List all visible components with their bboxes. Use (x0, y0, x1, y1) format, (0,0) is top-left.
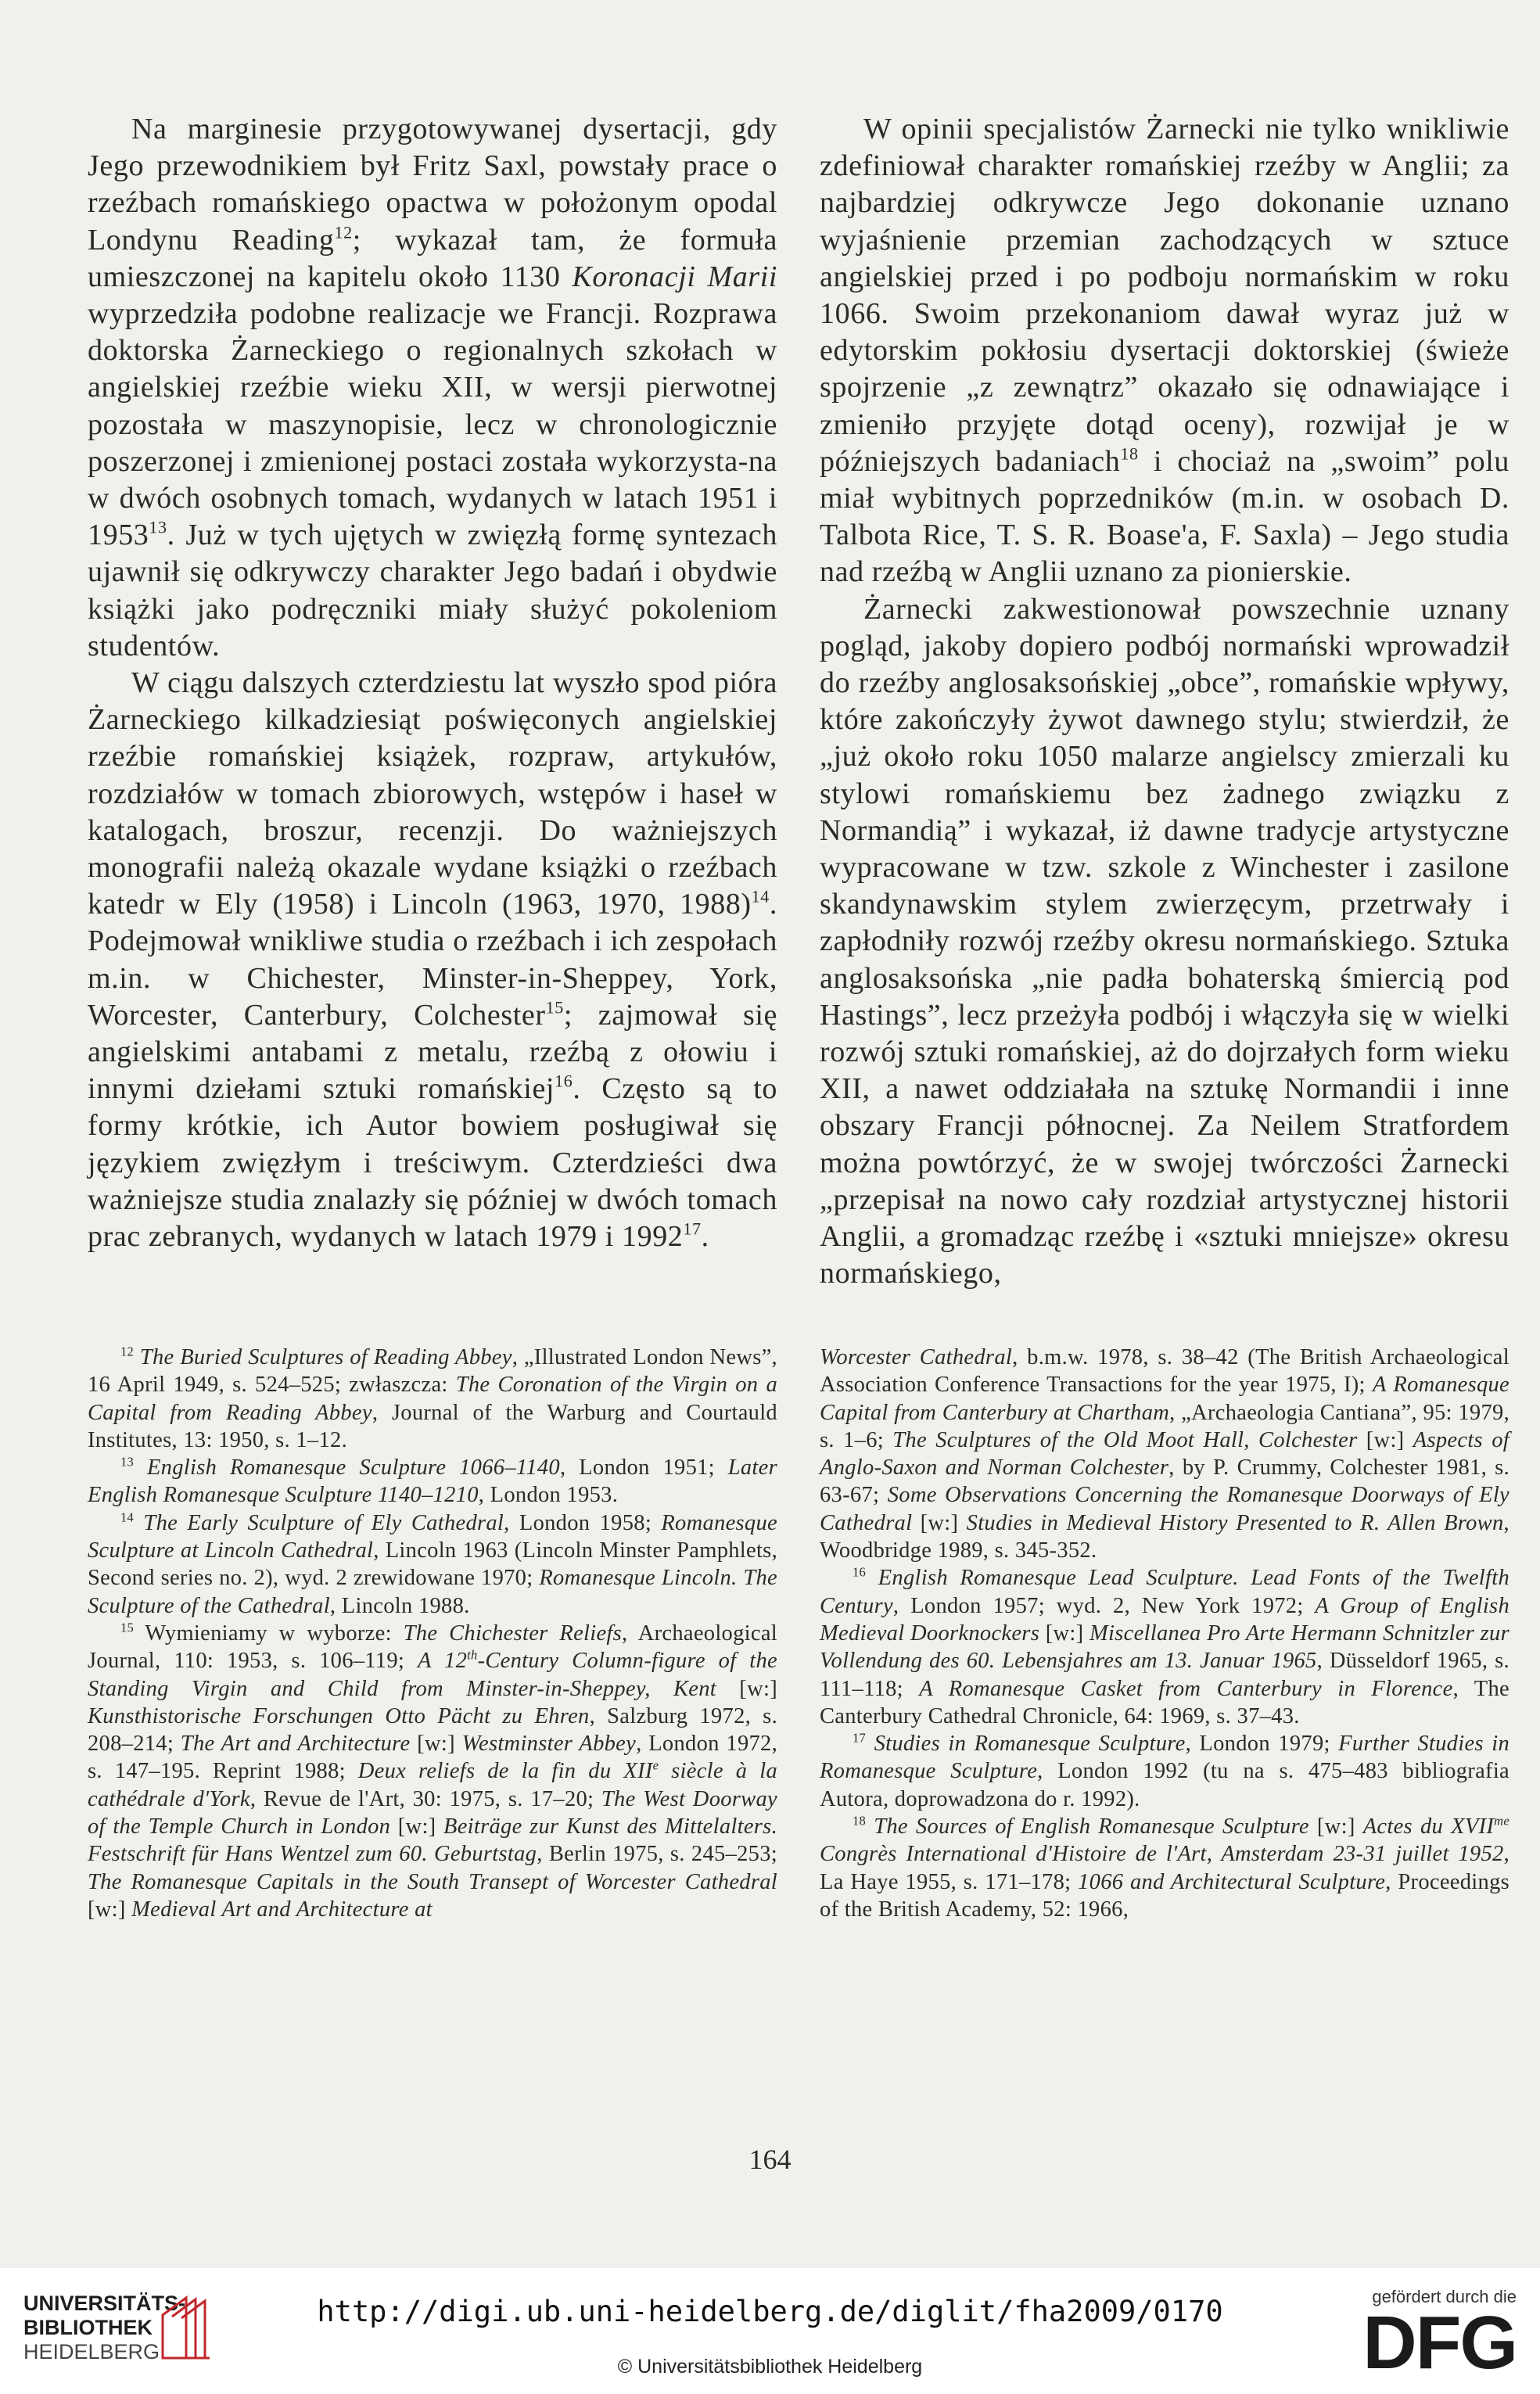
funding-label: gefördert durch die (1372, 2287, 1517, 2306)
footnotes-column-right (820, 1344, 1509, 1923)
footnote-12: $^{12}$ The Buried Sculptures of Reading Abbey, „Illustrated London News”, 16 April 1949, s. 524–525; zwłaszcza: The Coronation of the Virgin on a Capital from Reading Abbey, Journal of the Warburg and Courtauld Institutes, 13: 1950, s. 1–12. (88, 1344, 777, 1452)
dfg-funding-logo[interactable] (1344, 2287, 1517, 2385)
body-column-right (820, 111, 1509, 1293)
footnote-15-continued: Worcester Cathedral, b.m.w. 1978, s. 38–42 (The British Archaeological Association Conference Transactions for the year 1975, I); A Romanesque Capital from Canterbury at Chartham, „Archaeologia Cantiana”, 95: 1979, s. 1–6; The Sculptures of the Old Moot Hall, Colchester [w:] Aspects of Anglo-Saxon and Norman Colchester, by P. Crummy, Colchester 1981, s. 63-67; Some Observations Concerning the Romanesque Doorways of Ely Cathedral [w:] Studies in Medieval History Presented to R. Allen Brown, Woodbridge 1989, s. 345-352. (820, 1345, 1510, 1563)
library-name-line3: HEIDELBERG (23, 2340, 160, 2363)
footnote-18: $^{18}$ The Sources of English Romanesque Sculpture [w:] Actes du $XVII^{me}$ Congrès International d'Histoire de l'Art, Amsterdam 23-31 juillet 1952, La Haye 1955, s. 171–178; 1066 and Architectural Sculpture, Proceedings of the British Academy, 52: 1966, (820, 1813, 1510, 1922)
dfg-logo: DFG (1362, 2301, 1517, 2385)
footnote-17: $^{17}$ Studies in Romanesque Sculpture, London 1979; Further Studies in Romanesque Sculpture, London 1992 (tu na s. 475–483 bibliografia Autora, doprowadzona do r. 1992). (820, 1730, 1509, 1811)
permalink-url[interactable]: http://digi.ub.uni-heidelberg.de/diglit/fha2009/0170 (317, 2295, 1223, 2328)
copyright-notice: © Universitätsbibliothek Heidelberg (617, 2356, 923, 2378)
body-paragraph: W opinii specjalistów Żarnecki nie tylko wnikliwie zdefiniował charakter romańskiej rzeźby w Anglii; za najbardziej odkrywcze Jego dokonanie uznano wyjaśnienie przemian zachodzących w sztuce angielskiej przed i po podboju normańskim w roku 1066. Swoim przekonaniom dawał wyraz już w edytorskim pokłosiu dysertacji doktorskiej (świeże spojrzenie „z zewnątrz” okazało się odnawiające i zmieniło przyjęte dotąd oceny), rozwijał je w późniejszych badaniach$^{18}$ i chociaż na „swoim” polu miał wybitnych poprzedników (m.in. w osobach D. Talbota Rice, T. S. R. Boase'a, F. Saxla) – Jego studia nad rzeźbą w Anglii uznano za pionierskie. (820, 113, 1509, 589)
body-column-left (88, 111, 777, 1255)
footnote-15: $^{15}$ Wymieniamy w wyborze: The Chichester Reliefs, Archaeological Journal, 110: 1953, s. 106–119; A 12th-Century Column-figure of the Standing Virgin and Child from Minster-in-Sheppey, Kent [w:] Kunsthistorische Forschungen Otto Pächt zu Ehren, Salzburg 1972, s. 208–214; The Art and Architecture [w:] Westminster Abbey, London 1972, s. 147–195. Reprint 1988; Deux reliefs de la fin du XIIe siècle à la cathédrale d'York, Revue de l'Art, 30: 1975, s. 17–20; The West Doorway of the Temple Church in London [w:] Beiträge zur Kunst des Mittelalters. Festschrift für Hans Wentzel zum 60. Geburtstag, Berlin 1975, s. 245–253; The Romanesque Capitals in the South Transept of Worcester Cathedral [w:] Medieval Art and Architecture at (88, 1620, 778, 1922)
library-name-line1: UNIVERSITÄTS- (23, 2292, 186, 2315)
body-paragraph: Żarnecki zakwestionował powszechnie uznany pogląd, jakoby dopiero podbój normański wprowadził do rzeźby anglosaksońskiej „obce”, romańskie wpływy, które zakończyły żywot dawnego stylu; stwierdził, że „już około roku 1050 malarze angielscy zmierzali ku stylowi romańskiemu bez żadnego związku z Normandią” i wykazał, iż dawne tradycje artystyczne wypracowane w tzw. szkole z Winchester i zasilone skandynawskim stylem zwierzęcym, przetrwały i zapłodniły rozwój rzeźby okresu normańskiego. Sztuka anglosaksońska „nie padła bohaterską śmiercią pod Hastings”, lecz przeżyła podbój i włączyła się w wielki rozwój sztuki romańskiej, aż do dojrzałych form wieku XII, a nawet oddziałała na sztukę Normandii i inne obszary Francji północnej. Za Neilem Stratfordem można powtórzyć, że w swojej twórczości Żarnecki „przepisał na nowo cały rozdział artystycznej historii Anglii, a gromadząc rzeźbę i «sztuki mniejsze» okresu normańskiego, (820, 592, 1509, 1290)
library-name-line2: BIBLIOTHEK (23, 2316, 153, 2339)
footnote-16: $^{16}$ English Romanesque Lead Sculpture. Lead Fonts of the Twelfth Century, London 1957; wyd. 2, New York 1972; A Group of English Medieval Doorknockers [w:] Miscellanea Pro Arte Hermann Schnitzler zur Vollendung des 60. Lebensjahres am 13. Januar 1965, Düsseldorf 1965, s. 111–118; A Romanesque Casket from Canterbury in Florence, The Canterbury Cathedral Chronicle, 64: 1969, s. 37–43. (820, 1564, 1509, 1728)
footnotes-column-left (88, 1344, 777, 1923)
page-number: 164 (748, 2144, 792, 2175)
footnote-14: $^{14}$ The Early Sculpture of Ely Cathedral, London 1958; Romanesque Sculpture at Lincoln Cathedral, Lincoln 1963 (Lincoln Minster Pamphlets, Second series no. 2), wyd. 2 zrewidowane 1970; Romanesque Lincoln. The Sculpture of the Cathedral, Lincoln 1988. (88, 1509, 777, 1618)
body-paragraph: W ciągu dalszych czterdziestu lat wyszło spod pióra Żarneckiego kilkadziesiąt poświęconych angielskiej rzeźbie romańskiej książek, rozpraw, artykułów, rozdziałów w tomach zbiorowych, wstępów i haseł w katalogach, broszur, recenzji. Do ważniejszych monografii należą okazale wydane książki o rzeźbach katedr w Ely (1958) i Lincoln (1963, 1970, 1988)$^{14}$. Podejmował wnikliwe studia o rzeźbach i ich zespołach m.in. w Chichester, Minster-in-Sheppey, York, Worcester, Canterbury, Colchester$^{15}$; zajmował się angielskimi antabami z metalu, rzeźbą z ołowiu i innymi dziełami sztuki romańskiej$^{16}$. Często są to formy krótkie, ich Autor bowiem posługiwał się językiem zwięzłym i treściwym. Czterdzieści dwa ważniejsze studia znalazły się później w dwóch tomach prac zebranych, wydanych w latach 1979 i 1992$^{17}$. (88, 666, 777, 1254)
footnote-13: $^{13}$ English Romanesque Sculpture 1066–1140, London 1951; Later English Romanesque Sculpture 1140–1210, London 1953. (88, 1454, 777, 1508)
body-paragraph: Na marginesie przygotowywanej dysertacji, gdy Jego przewodnikiem był Fritz Saxl, powstały prace o rzeźbach romańskiego opactwa w położonym opodal Londynu Reading$^{12}$; wykazał tam, że formuła umieszczonej na kapitelu około 1130 Koronacji Marii wyprzedziła podobne realizacje we Francji. Rozprawa doktorska Żarneckiego o regionalnych szkołach w angielskiej rzeźbie wieku XII, w wersji pierwotnej pozostała w maszynopisie, lecz w chronologicznie poszerzonej i zmienionej postaci została wykorzysta-na w dwóch osobnych tomach, wydanych w latach 1951 i 1953$^{13}$. Już w tych ujętych w zwięzłą formę syntezach ujawnił się odkrywczy charakter Jego badań i obydwie książki jako podręczniki miały służyć pokoleniom studentów. (88, 113, 778, 662)
